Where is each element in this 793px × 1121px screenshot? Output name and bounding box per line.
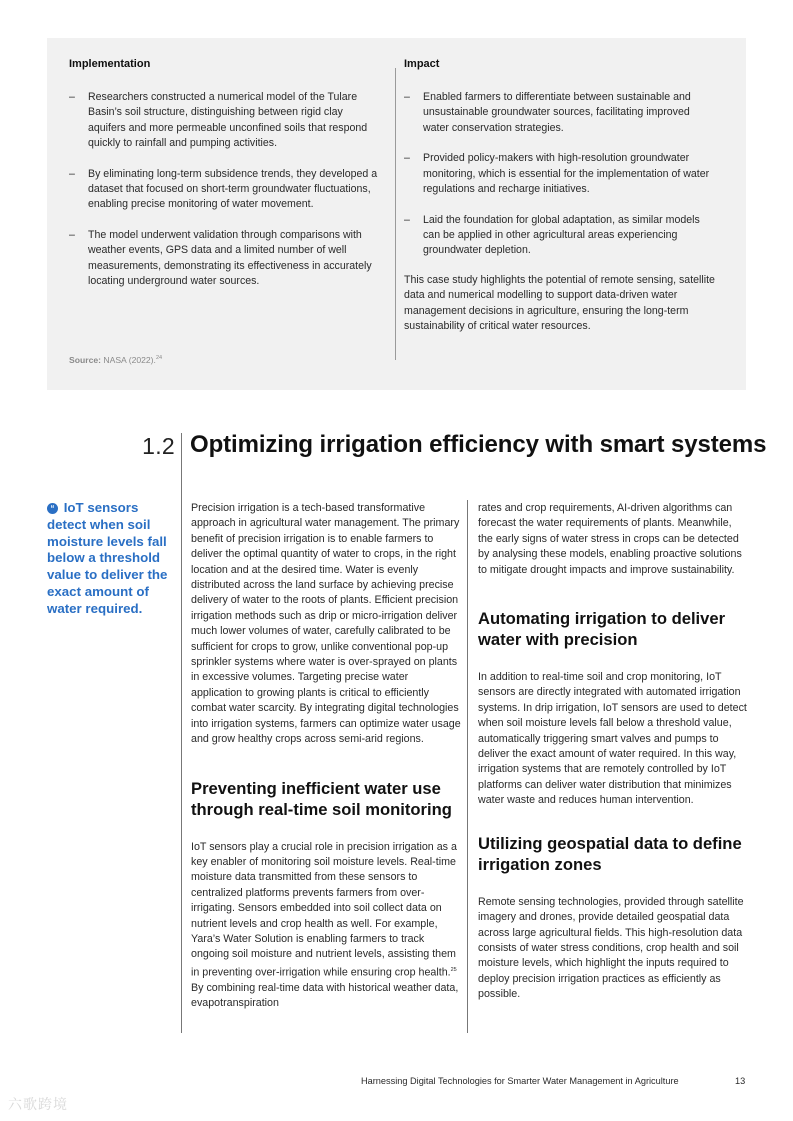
implementation-list bbox=[69, 90, 379, 289]
paragraph: Remote sensing technologies, provided through satellite imagery and drones, provide detailed geospatial data across large agricultural fields. This high-resolution data consists of water stress conditions, crop health and soil moisture levels, which highlight the inputs required to deploy precision irrigation practices as efficiently as possible. bbox=[478, 895, 744, 1001]
section-header bbox=[0, 430, 793, 462]
impact-list bbox=[404, 90, 715, 259]
dash-marker: – bbox=[404, 213, 410, 226]
case-study-box bbox=[47, 38, 746, 390]
page-number: 13 bbox=[735, 1076, 746, 1086]
paragraph: In addition to real-time soil and crop monitoring, IoT sensors are directly integrated with automated irrigation systems. In drip irrigation, IoT sensors are used to detect when soil moisture levels fall below a threshold value, automatically triggering smart valves and pumps to deliver the exact amount of water required. In this way, irrigation systems that are remotely controlled by IoT platforms can deliver water distribution that minimizes water waste and reduces human intervention. bbox=[478, 671, 747, 807]
section-number: 1.2 bbox=[142, 433, 175, 459]
subheading-soil-monitoring: Preventing inefficient water use through real-time soil monitoring bbox=[191, 778, 452, 819]
body-column-2 bbox=[478, 500, 748, 1003]
rule-vertical-left bbox=[181, 433, 182, 1033]
dash-marker: – bbox=[69, 229, 75, 242]
pull-quote bbox=[47, 500, 175, 618]
list-item: – The model underwent validation through comparisons with weather events, GPS data and a limited number of well measurements, demonstrating its effectiveness in accurately locating underground water sources. bbox=[69, 229, 372, 287]
footnote-ref: 25 bbox=[450, 966, 457, 973]
subheading-automating-irrigation: Automating irrigation to deliver water with precision bbox=[478, 609, 726, 650]
footer-title: Harnessing Digital Technologies for Smarter Water Management in Agriculture bbox=[361, 1076, 679, 1086]
quote-icon: “ bbox=[47, 503, 58, 514]
watermark-logo: 六歌跨境 bbox=[8, 1096, 68, 1112]
dash-marker: – bbox=[404, 91, 410, 103]
body-column-1 bbox=[191, 500, 461, 1012]
pull-quote-text: IoT sensors detect when soil moisture levels fall below a threshold value to deliver the exact amount of water required. bbox=[47, 500, 168, 616]
list-item: – Laid the foundation for global adaptation, as similar models can be applied in other agricultural areas experiencing groundwater depletion. bbox=[404, 213, 700, 257]
dash-marker: – bbox=[404, 152, 410, 165]
list-item: – By eliminating long-term subsidence trends, they developed a dataset that focused on short-term groundwater fluctuations, enabling precise monitoring of water movement. bbox=[69, 167, 378, 211]
paragraph: rates and crop requirements, AI-driven algorithms can forecast the water requirements of plants. Meanwhile, the early signs of water stress in crops can be detected by analysing these models, enabling proactive solutions to mitigate drought impacts and improve sustainability. bbox=[478, 502, 742, 576]
implementation-heading: Implementation bbox=[69, 58, 151, 70]
source-ref: 24 bbox=[155, 355, 163, 362]
source-text: NASA (2022). bbox=[103, 355, 156, 365]
case-summary: This case study highlights the potential of remote sensing, satellite data and numerical modelling to support data-driven water management decisions in agriculture, ensuring the long-term sustainability of critical water resources. bbox=[404, 274, 715, 333]
list-item: – Provided policy-makers with high-resolution groundwater monitoring, which is essential for the implementation of water regulations and recharge initiatives. bbox=[404, 152, 710, 195]
impact-column bbox=[395, 58, 715, 334]
section-title: Optimizing irrigation efficiency with smart systems bbox=[190, 431, 767, 458]
list-item: – Enabled farmers to differentiate between sustainable and unsustainable groundwater sources, facilitating improved water conservation strategies. bbox=[404, 91, 691, 134]
list-item: – Researchers constructed a numerical model of the Tulare Basin’s soil structure, distinguishing between rigid clay aquifers and more permeable unconfined soils that respond quickly to rainfall and pumping activities. bbox=[69, 91, 368, 149]
subheading-geospatial-data: Utilizing geospatial data to define irrigation zones bbox=[478, 833, 742, 874]
source-note bbox=[69, 355, 162, 365]
rule-vertical-middle bbox=[467, 500, 468, 1033]
source-label: Source: bbox=[69, 355, 101, 365]
impact-heading: Impact bbox=[404, 58, 440, 70]
dash-marker: – bbox=[69, 167, 75, 180]
dash-marker: – bbox=[69, 91, 75, 103]
paragraph: Precision irrigation is a tech-based transformative approach in agricultural water management. The primary benefit of precision irrigation is to enable farmers to deliver the optimal quantity of water to crops, in the right location and at the desired time. Water is evenly distributed across the land surface by achieving precise delivery of water to the roots of plants. Efficient precision irrigation methods such as drip or micro-irrigation deliver much lower volumes of water, carefully calibrated to be sufficient for crops to grow, unlike conventional pop-up sprinkler systems where water is over-sprayed on plants in excessive volumes. Targeting precise water application to growing plants is critical to efficiently combat water scarcity. By integrating digital technologies into irrigation systems, farmers can optimize water usage and grow healthy crops across semi-arid regions. bbox=[191, 502, 461, 746]
implementation-column bbox=[69, 58, 379, 305]
paragraph: IoT sensors play a crucial role in precision irrigation as a key enabler of monitoring soil moisture levels. Real-time moisture data transmitted from these sensors to centralized platforms prevents farmers from over-irrigating. Sensors embedded into soil collect data on nutrient levels and crop health as well. For example, Yara’s Water Solution is enabling farmers to track ongoing soil moisture and nutrient levels, assisting them in preventing over-irrigation while ensuring crop health.$^{25}$ By combining real-time data with historical weather data, evapotranspiration bbox=[191, 840, 459, 1010]
